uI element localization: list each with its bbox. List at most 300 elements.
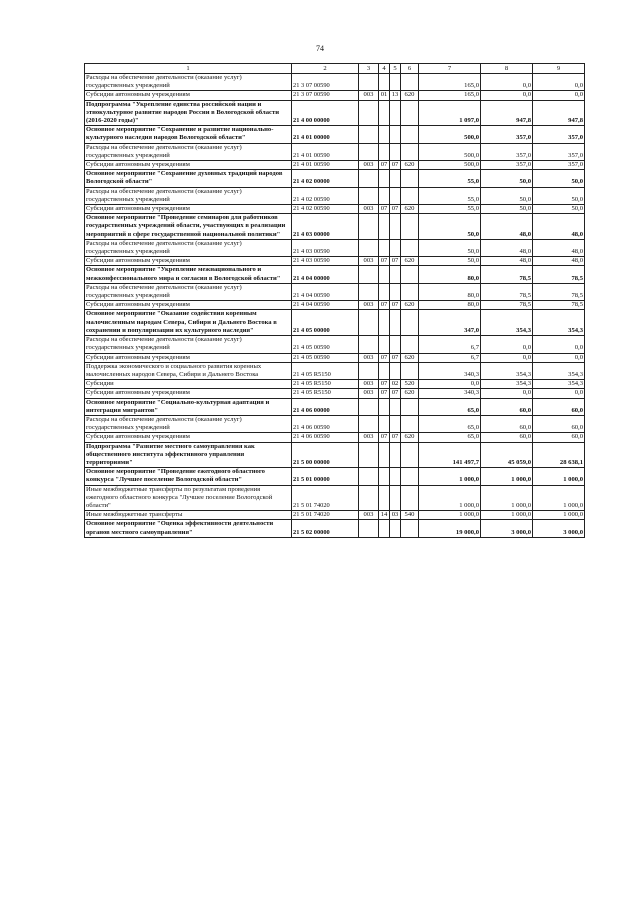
- cell-amount-3: 48,0: [533, 257, 585, 266]
- cell-section: [379, 100, 390, 126]
- cell-expense-type: 620: [401, 161, 419, 170]
- cell-amount-3: 28 638,1: [533, 442, 585, 468]
- cell-amount-1: 19 000,0: [419, 520, 481, 537]
- budget-table: [84, 63, 585, 538]
- cell-department: [359, 310, 379, 336]
- cell-expense-type: [401, 468, 419, 485]
- cell-amount-1: 500,0: [419, 126, 481, 143]
- cell-name: Расходы на обеспечение деятельности (оказание услуг) государственных учреждений: [85, 336, 292, 353]
- cell-amount-3: 1 000,0: [533, 468, 585, 485]
- cell-amount-1: 1 000,0: [419, 468, 481, 485]
- cell-department: 003: [359, 389, 379, 398]
- cell-target-code: 21 4 05 00000: [292, 310, 359, 336]
- cell-section: [379, 398, 390, 415]
- cell-amount-1: 55,0: [419, 170, 481, 187]
- col-header-7: 7: [419, 64, 481, 74]
- cell-amount-3: 0,0: [533, 389, 585, 398]
- cell-amount-3: 50,0: [533, 170, 585, 187]
- cell-amount-1: 0,0: [419, 380, 481, 389]
- cell-department: [359, 485, 379, 511]
- table-row: [85, 126, 585, 143]
- cell-target-code: 21 5 00 00000: [292, 442, 359, 468]
- cell-target-code: 21 5 01 74020: [292, 511, 359, 520]
- cell-amount-2: 78,5: [481, 301, 533, 310]
- cell-name: Расходы на обеспечение деятельности (оказание услуг) государственных учреждений: [85, 187, 292, 204]
- cell-subsection: [390, 310, 401, 336]
- cell-amount-1: 80,0: [419, 301, 481, 310]
- table-row: [85, 239, 585, 256]
- table-row: [85, 266, 585, 283]
- cell-amount-2: 48,0: [481, 239, 533, 256]
- cell-subsection: [390, 100, 401, 126]
- cell-expense-type: [401, 187, 419, 204]
- cell-department: [359, 187, 379, 204]
- cell-amount-1: 55,0: [419, 205, 481, 214]
- cell-amount-1: 65,0: [419, 398, 481, 415]
- cell-target-code: 21 4 01 00000: [292, 126, 359, 143]
- cell-target-code: 21 5 02 00000: [292, 520, 359, 537]
- cell-target-code: 21 4 05 R5150: [292, 380, 359, 389]
- table-body: [85, 74, 585, 538]
- cell-amount-1: 340,3: [419, 389, 481, 398]
- cell-amount-1: 500,0: [419, 161, 481, 170]
- cell-subsection: [390, 442, 401, 468]
- cell-section: 14: [379, 511, 390, 520]
- cell-amount-1: 340,3: [419, 362, 481, 379]
- cell-amount-3: 1 000,0: [533, 485, 585, 511]
- cell-name: Субсидии автономным учреждениям: [85, 257, 292, 266]
- cell-subsection: 03: [390, 511, 401, 520]
- cell-amount-2: 78,5: [481, 283, 533, 300]
- cell-department: [359, 336, 379, 353]
- cell-name: Подпрограмма "Развитие местного самоуправления как общественного института эффективного управления территориями": [85, 442, 292, 468]
- cell-name: Основное мероприятие "Сохранение и развитие национально-культурного наследия народов Вологодской области": [85, 126, 292, 143]
- cell-amount-3: 357,0: [533, 143, 585, 160]
- cell-section: 07: [379, 205, 390, 214]
- table-row: [85, 362, 585, 379]
- cell-amount-3: 78,5: [533, 283, 585, 300]
- cell-expense-type: 620: [401, 353, 419, 362]
- cell-name: Основное мероприятие "Оказание содействия коренным малочисленным народам Севера, Сибири и Дальнего Востока в сохранении и популяризации их культурного наследия": [85, 310, 292, 336]
- cell-expense-type: [401, 266, 419, 283]
- table-row: [85, 336, 585, 353]
- table-row: [85, 353, 585, 362]
- cell-amount-2: 0,0: [481, 91, 533, 100]
- table-row: [85, 380, 585, 389]
- table-row: [85, 170, 585, 187]
- cell-amount-1: 347,0: [419, 310, 481, 336]
- table-row: [85, 485, 585, 511]
- cell-name: Субсидии: [85, 380, 292, 389]
- table-row: [85, 143, 585, 160]
- cell-expense-type: [401, 126, 419, 143]
- cell-subsection: 07: [390, 353, 401, 362]
- cell-section: 07: [379, 353, 390, 362]
- cell-amount-2: 50,0: [481, 187, 533, 204]
- cell-amount-1: 50,0: [419, 214, 481, 240]
- cell-amount-3: 354,3: [533, 362, 585, 379]
- cell-department: [359, 266, 379, 283]
- cell-subsection: 07: [390, 161, 401, 170]
- cell-name: Субсидии автономным учреждениям: [85, 161, 292, 170]
- cell-name: Основное мероприятие "Сохранение духовных традиций народов Вологодской области": [85, 170, 292, 187]
- cell-department: [359, 239, 379, 256]
- cell-subsection: [390, 126, 401, 143]
- cell-name: Иные межбюджетные трансферты: [85, 511, 292, 520]
- cell-name: Основное мероприятие "Социально-культурная адаптация и интеграция мигрантов": [85, 398, 292, 415]
- cell-section: [379, 266, 390, 283]
- cell-target-code: 21 5 01 74020: [292, 485, 359, 511]
- cell-subsection: [390, 398, 401, 415]
- col-header-8: 8: [481, 64, 533, 74]
- cell-expense-type: [401, 485, 419, 511]
- cell-amount-3: 60,0: [533, 398, 585, 415]
- table-row: [85, 389, 585, 398]
- cell-section: 07: [379, 380, 390, 389]
- cell-amount-3: 357,0: [533, 126, 585, 143]
- cell-target-code: 21 4 03 00590: [292, 239, 359, 256]
- cell-amount-1: 1 000,0: [419, 485, 481, 511]
- cell-expense-type: [401, 336, 419, 353]
- cell-target-code: 21 4 04 00590: [292, 283, 359, 300]
- cell-target-code: 21 4 05 R5150: [292, 362, 359, 379]
- cell-section: 07: [379, 389, 390, 398]
- cell-amount-3: 60,0: [533, 433, 585, 442]
- cell-name: Расходы на обеспечение деятельности (оказание услуг) государственных учреждений: [85, 415, 292, 432]
- col-header-2: 2: [292, 64, 359, 74]
- cell-section: [379, 415, 390, 432]
- cell-amount-3: 0,0: [533, 74, 585, 91]
- cell-expense-type: [401, 520, 419, 537]
- cell-expense-type: [401, 283, 419, 300]
- cell-amount-2: 60,0: [481, 433, 533, 442]
- cell-name: Субсидии автономным учреждениям: [85, 389, 292, 398]
- cell-amount-3: 357,0: [533, 161, 585, 170]
- table-row: [85, 415, 585, 432]
- cell-amount-3: 60,0: [533, 415, 585, 432]
- cell-expense-type: [401, 442, 419, 468]
- cell-amount-2: 78,5: [481, 266, 533, 283]
- cell-name: Основное мероприятие "Оценка эффективности деятельности органов местного самоуправления": [85, 520, 292, 537]
- cell-amount-2: 3 000,0: [481, 520, 533, 537]
- cell-section: [379, 442, 390, 468]
- cell-amount-3: 0,0: [533, 91, 585, 100]
- cell-amount-2: 0,0: [481, 74, 533, 91]
- col-header-6: 6: [401, 64, 419, 74]
- table-row: [85, 468, 585, 485]
- cell-amount-2: 0,0: [481, 353, 533, 362]
- cell-expense-type: [401, 214, 419, 240]
- cell-department: 003: [359, 161, 379, 170]
- cell-amount-1: 165,0: [419, 91, 481, 100]
- cell-target-code: 21 5 01 00000: [292, 468, 359, 485]
- cell-subsection: 07: [390, 433, 401, 442]
- table-row: [85, 283, 585, 300]
- table-row: [85, 257, 585, 266]
- cell-amount-2: 60,0: [481, 415, 533, 432]
- cell-subsection: 07: [390, 257, 401, 266]
- cell-section: 07: [379, 161, 390, 170]
- cell-expense-type: 620: [401, 205, 419, 214]
- cell-department: [359, 442, 379, 468]
- cell-amount-3: 0,0: [533, 353, 585, 362]
- cell-expense-type: [401, 74, 419, 91]
- cell-target-code: 21 4 02 00590: [292, 187, 359, 204]
- cell-department: [359, 398, 379, 415]
- cell-subsection: 13: [390, 91, 401, 100]
- cell-department: [359, 214, 379, 240]
- cell-subsection: [390, 283, 401, 300]
- cell-amount-2: 48,0: [481, 214, 533, 240]
- cell-name: Субсидии автономным учреждениям: [85, 353, 292, 362]
- cell-department: [359, 74, 379, 91]
- cell-expense-type: [401, 415, 419, 432]
- cell-subsection: [390, 170, 401, 187]
- cell-target-code: 21 4 03 00000: [292, 214, 359, 240]
- cell-subsection: [390, 74, 401, 91]
- table-row: [85, 398, 585, 415]
- cell-amount-2: 60,0: [481, 398, 533, 415]
- cell-amount-1: 6,7: [419, 353, 481, 362]
- cell-section: [379, 336, 390, 353]
- cell-department: [359, 520, 379, 537]
- cell-expense-type: 620: [401, 389, 419, 398]
- cell-department: [359, 126, 379, 143]
- cell-department: [359, 468, 379, 485]
- cell-amount-1: 165,0: [419, 74, 481, 91]
- cell-section: 01: [379, 91, 390, 100]
- cell-department: 003: [359, 353, 379, 362]
- cell-subsection: [390, 266, 401, 283]
- cell-target-code: 21 4 04 00000: [292, 266, 359, 283]
- cell-target-code: 21 4 01 00590: [292, 161, 359, 170]
- cell-subsection: [390, 336, 401, 353]
- table-row: [85, 301, 585, 310]
- cell-amount-2: 354,3: [481, 380, 533, 389]
- cell-name: Расходы на обеспечение деятельности (оказание услуг) государственных учреждений: [85, 283, 292, 300]
- cell-department: 003: [359, 433, 379, 442]
- cell-department: 003: [359, 91, 379, 100]
- cell-section: [379, 170, 390, 187]
- page-number: 74: [316, 44, 324, 53]
- cell-amount-1: 80,0: [419, 266, 481, 283]
- cell-amount-2: 1 000,0: [481, 468, 533, 485]
- cell-target-code: 21 4 05 R5150: [292, 389, 359, 398]
- cell-amount-3: 947,8: [533, 100, 585, 126]
- cell-subsection: 07: [390, 205, 401, 214]
- cell-subsection: [390, 187, 401, 204]
- table-row: [85, 520, 585, 537]
- cell-subsection: 07: [390, 301, 401, 310]
- table-row: [85, 187, 585, 204]
- header-row: [85, 64, 585, 74]
- cell-section: [379, 187, 390, 204]
- cell-subsection: [390, 520, 401, 537]
- cell-section: [379, 485, 390, 511]
- cell-target-code: 21 4 01 00590: [292, 143, 359, 160]
- col-header-9: 9: [533, 64, 585, 74]
- cell-amount-2: 947,8: [481, 100, 533, 126]
- table-row: [85, 100, 585, 126]
- cell-department: 003: [359, 205, 379, 214]
- cell-target-code: 21 3 07 00590: [292, 74, 359, 91]
- col-header-4: 4: [379, 64, 390, 74]
- cell-name: Основное мероприятие "Проведение ежегодного областного конкурса "Лучшее поселение Вологодской области": [85, 468, 292, 485]
- cell-name: Субсидии автономным учреждениям: [85, 301, 292, 310]
- cell-amount-2: 357,0: [481, 161, 533, 170]
- cell-department: [359, 362, 379, 379]
- cell-expense-type: [401, 239, 419, 256]
- cell-amount-1: 65,0: [419, 433, 481, 442]
- cell-amount-1: 1 000,0: [419, 511, 481, 520]
- cell-subsection: [390, 415, 401, 432]
- cell-amount-1: 50,0: [419, 257, 481, 266]
- cell-amount-1: 141 497,7: [419, 442, 481, 468]
- cell-expense-type: [401, 398, 419, 415]
- budget-table-container: [84, 63, 584, 538]
- cell-amount-3: 1 000,0: [533, 511, 585, 520]
- cell-department: [359, 170, 379, 187]
- cell-amount-3: 48,0: [533, 239, 585, 256]
- cell-subsection: 02: [390, 380, 401, 389]
- cell-amount-2: 354,3: [481, 310, 533, 336]
- cell-amount-2: 50,0: [481, 170, 533, 187]
- cell-amount-2: 0,0: [481, 389, 533, 398]
- cell-section: [379, 310, 390, 336]
- cell-section: [379, 126, 390, 143]
- table-row: [85, 433, 585, 442]
- cell-target-code: 21 4 04 00590: [292, 301, 359, 310]
- cell-expense-type: 620: [401, 301, 419, 310]
- cell-target-code: 21 4 06 00000: [292, 398, 359, 415]
- cell-name: Субсидии автономным учреждениям: [85, 91, 292, 100]
- cell-amount-2: 1 000,0: [481, 511, 533, 520]
- cell-section: [379, 74, 390, 91]
- cell-expense-type: 620: [401, 91, 419, 100]
- cell-name: Основное мероприятие "Укрепление межнационального и межконфессионального мира и согласия в Вологодской области": [85, 266, 292, 283]
- cell-target-code: 21 4 06 00590: [292, 433, 359, 442]
- cell-expense-type: [401, 100, 419, 126]
- cell-amount-2: 1 000,0: [481, 485, 533, 511]
- cell-target-code: 21 4 05 00590: [292, 336, 359, 353]
- cell-section: [379, 283, 390, 300]
- cell-name: Расходы на обеспечение деятельности (оказание услуг) государственных учреждений: [85, 143, 292, 160]
- cell-amount-1: 65,0: [419, 415, 481, 432]
- cell-amount-1: 500,0: [419, 143, 481, 160]
- cell-department: [359, 415, 379, 432]
- cell-subsection: [390, 143, 401, 160]
- cell-name: Расходы на обеспечение деятельности (оказание услуг) государственных учреждений: [85, 74, 292, 91]
- cell-amount-3: 50,0: [533, 205, 585, 214]
- cell-amount-1: 1 097,0: [419, 100, 481, 126]
- cell-section: [379, 520, 390, 537]
- cell-target-code: 21 4 05 00590: [292, 353, 359, 362]
- cell-expense-type: 620: [401, 433, 419, 442]
- cell-amount-2: 50,0: [481, 205, 533, 214]
- cell-section: 07: [379, 433, 390, 442]
- cell-section: 07: [379, 257, 390, 266]
- cell-expense-type: 620: [401, 257, 419, 266]
- cell-amount-2: 357,0: [481, 143, 533, 160]
- table-row: [85, 310, 585, 336]
- cell-name: Поддержка экономического и социального развития коренных малочисленных народов Севера, Сибири и Дальнего Востока: [85, 362, 292, 379]
- cell-amount-3: 354,3: [533, 380, 585, 389]
- cell-expense-type: [401, 362, 419, 379]
- cell-subsection: [390, 239, 401, 256]
- cell-section: [379, 214, 390, 240]
- cell-name: Подпрограмма "Укрепление единства российской нации и этнокультурное развитие народов России в Вологодской области (2016-2020 годы)": [85, 100, 292, 126]
- cell-expense-type: [401, 143, 419, 160]
- cell-subsection: 07: [390, 389, 401, 398]
- cell-section: [379, 143, 390, 160]
- cell-department: 003: [359, 380, 379, 389]
- cell-name: Субсидии автономным учреждениям: [85, 205, 292, 214]
- cell-name: Расходы на обеспечение деятельности (оказание услуг) государственных учреждений: [85, 239, 292, 256]
- table-row: [85, 442, 585, 468]
- cell-amount-3: 354,3: [533, 310, 585, 336]
- cell-amount-2: 354,3: [481, 362, 533, 379]
- cell-target-code: 21 4 02 00590: [292, 205, 359, 214]
- table-row: [85, 511, 585, 520]
- cell-target-code: 21 4 06 00590: [292, 415, 359, 432]
- cell-amount-3: 78,5: [533, 301, 585, 310]
- cell-name: Субсидии автономным учреждениям: [85, 433, 292, 442]
- cell-amount-1: 50,0: [419, 239, 481, 256]
- cell-target-code: 21 4 03 00590: [292, 257, 359, 266]
- col-header-3: 3: [359, 64, 379, 74]
- cell-subsection: [390, 214, 401, 240]
- cell-expense-type: [401, 170, 419, 187]
- cell-department: [359, 143, 379, 160]
- table-row: [85, 205, 585, 214]
- cell-section: [379, 468, 390, 485]
- cell-expense-type: [401, 310, 419, 336]
- cell-target-code: 21 4 00 00000: [292, 100, 359, 126]
- cell-department: 003: [359, 301, 379, 310]
- cell-section: 07: [379, 301, 390, 310]
- table-row: [85, 74, 585, 91]
- cell-subsection: [390, 362, 401, 379]
- cell-amount-1: 6,7: [419, 336, 481, 353]
- cell-amount-2: 45 059,0: [481, 442, 533, 468]
- cell-department: 003: [359, 511, 379, 520]
- table-row: [85, 161, 585, 170]
- cell-department: [359, 283, 379, 300]
- cell-amount-2: 357,0: [481, 126, 533, 143]
- cell-amount-1: 55,0: [419, 187, 481, 204]
- cell-amount-3: 50,0: [533, 187, 585, 204]
- cell-amount-3: 0,0: [533, 336, 585, 353]
- cell-expense-type: 540: [401, 511, 419, 520]
- cell-section: [379, 362, 390, 379]
- table-row: [85, 214, 585, 240]
- cell-subsection: [390, 485, 401, 511]
- cell-name: Основное мероприятие "Проведение семинаров для работников государственных учреждений области, участвующих в реализации мероприятий в сфере государственной национальной политики": [85, 214, 292, 240]
- cell-amount-3: 78,5: [533, 266, 585, 283]
- cell-amount-2: 48,0: [481, 257, 533, 266]
- col-header-5: 5: [390, 64, 401, 74]
- cell-department: 003: [359, 257, 379, 266]
- cell-subsection: [390, 468, 401, 485]
- table-row: [85, 91, 585, 100]
- cell-amount-3: 3 000,0: [533, 520, 585, 537]
- cell-amount-1: 80,0: [419, 283, 481, 300]
- cell-section: [379, 239, 390, 256]
- cell-expense-type: 520: [401, 380, 419, 389]
- cell-amount-2: 0,0: [481, 336, 533, 353]
- cell-name: Иные межбюджетные трансферты по результатам проведения ежегодного областного конкурса "Лучшее поселение Вологодской области": [85, 485, 292, 511]
- cell-target-code: 21 4 02 00000: [292, 170, 359, 187]
